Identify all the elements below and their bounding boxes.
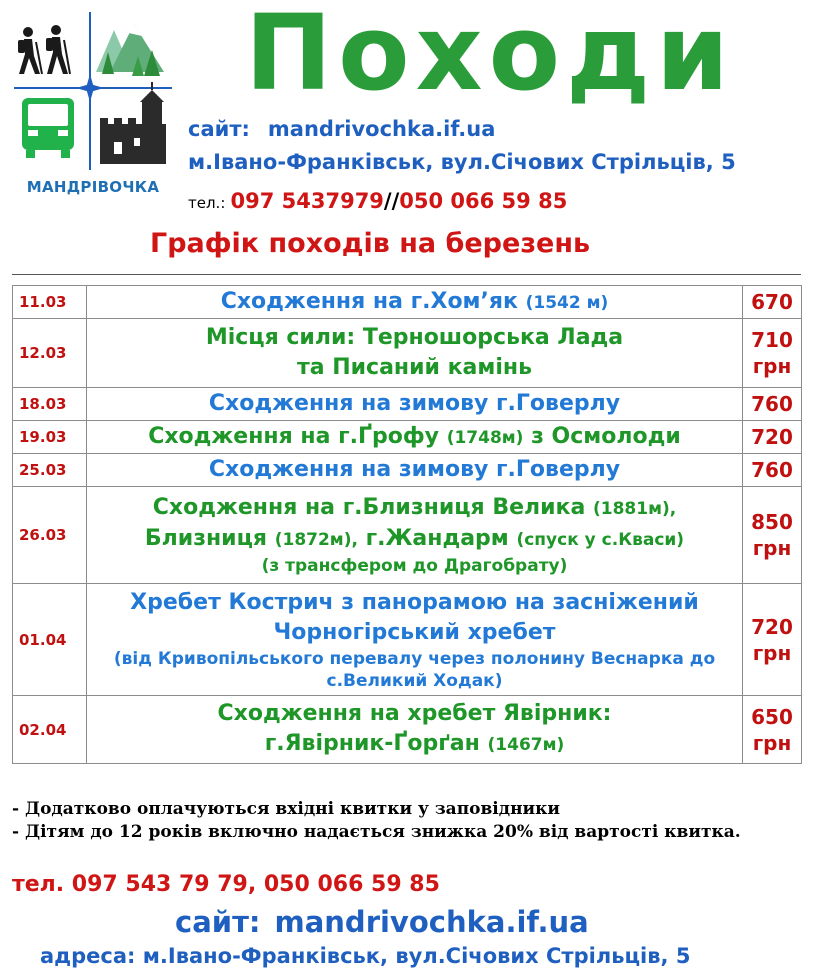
row-date: 25.03 — [13, 454, 87, 487]
hikers-icon — [18, 25, 70, 74]
row-price — [743, 696, 802, 764]
logo-emblem — [14, 12, 172, 177]
row-date: 26.03 — [13, 487, 87, 584]
row-descent-note: (спуск у с.Кваси) — [516, 530, 685, 550]
table-row — [13, 388, 802, 421]
row-description — [87, 286, 743, 319]
row-note-2: с.Великий Ходак) — [326, 670, 503, 691]
row-title-tail: з Осмолоди — [531, 423, 681, 449]
logo-text: МАНДРІВОЧКА — [26, 178, 160, 196]
price-value: 710 — [751, 328, 793, 352]
row-description — [87, 319, 743, 388]
mandrivochka-logo — [14, 12, 172, 196]
table-row — [13, 286, 802, 319]
row-description — [87, 388, 743, 421]
footer-phones[interactable]: тел. 097 543 79 79, 050 066 59 85 — [12, 872, 440, 897]
row-description — [87, 696, 743, 764]
phone-1[interactable]: 097 5437979 — [230, 189, 384, 213]
row-title: Сходження на хребет Явірник: — [217, 701, 612, 726]
table-row — [13, 487, 802, 584]
site-label: сайт: — [188, 117, 250, 141]
row-note: (з трансфером до Драгобрату) — [261, 556, 568, 576]
row-title: Сходження на г.Ґрофу — [148, 423, 440, 449]
bus-icon — [22, 98, 74, 158]
row-title-line2: Чорногірський хребет — [273, 619, 556, 645]
note-children-discount: - Дітям до 12 років включно надається знижка 20% від вартості квитка. — [12, 822, 741, 842]
table-row — [13, 454, 802, 487]
row-date: 01.04 — [13, 584, 87, 696]
row-note: (від Кривопільського перевалу через полонину Веснарка до — [113, 648, 716, 669]
price-currency: грн — [752, 536, 792, 560]
row-altitude: (1467м) — [487, 735, 565, 755]
row-title: Сходження на г.Хом’як — [220, 288, 518, 314]
price-currency: грн — [752, 730, 792, 755]
row-price — [743, 487, 802, 584]
footer-site-label: сайт: — [175, 905, 261, 939]
row-date: 02.04 — [13, 696, 87, 764]
table-row — [13, 319, 802, 388]
footer-site — [175, 905, 589, 939]
phone-separator: // — [383, 189, 400, 213]
divider — [12, 274, 801, 275]
mountains-icon — [96, 24, 164, 76]
price-currency: грн — [752, 640, 792, 665]
row-price — [743, 319, 802, 388]
footer-address: адреса: м.Івано-Франківськ, вул.Січових Стрільців, 5 — [40, 944, 691, 968]
address: м.Івано-Франківськ, вул.Січових Стрільців, 5 — [188, 150, 736, 174]
table-row — [13, 696, 802, 764]
row-title-line2: та Писаний камінь — [296, 355, 533, 380]
row-title: Сходження на г.Близниця Велика — [152, 495, 586, 520]
row-price: 760 — [743, 454, 802, 487]
price-value: 650 — [751, 704, 793, 729]
row-date: 12.03 — [13, 319, 87, 388]
note-tickets: - Додатково оплачуються вхідні квитки у заповідники — [12, 799, 561, 819]
price-currency: грн — [752, 354, 792, 378]
site-link[interactable]: mandrivochka.if.ua — [267, 117, 496, 141]
phone-2[interactable]: 050 066 59 85 — [399, 189, 568, 213]
row-title: Сходження на зимову г.Говерлу — [208, 457, 621, 482]
row-price: 760 — [743, 388, 802, 421]
row-description — [87, 454, 743, 487]
schedule-title: Графік походів на березень — [150, 228, 591, 259]
row-description — [87, 584, 743, 696]
schedule-table — [12, 285, 802, 764]
site-line — [188, 117, 495, 141]
row-description — [87, 487, 743, 584]
row-title-line2: г.Явірник-Ґорґан — [264, 731, 480, 756]
price-value: 850 — [751, 510, 793, 534]
row-altitude: (1881м), — [593, 499, 677, 519]
row-price: 720 — [743, 421, 802, 454]
castle-icon — [100, 82, 166, 164]
row-altitude: (1542 м) — [525, 292, 609, 313]
notes — [12, 798, 792, 844]
row-title: Сходження на зимову г.Говерлу — [208, 391, 621, 416]
row-title: Хребет Кострич з панорамою на засніжений — [130, 589, 699, 615]
table-row — [13, 421, 802, 454]
row-date: 18.03 — [13, 388, 87, 421]
row-altitude: (1748м) — [446, 427, 524, 448]
phone-line — [188, 189, 567, 213]
row-title-line2: Близниця — [144, 526, 268, 551]
row-title: Місця сили: Терношорська Лада — [205, 325, 624, 350]
phone-label: тел.: — [188, 194, 226, 212]
row-price — [743, 584, 802, 696]
row-price: 670 — [743, 286, 802, 319]
price-value: 720 — [751, 614, 793, 639]
footer-site-link[interactable]: mandrivochka.if.ua — [274, 905, 589, 939]
row-description — [87, 421, 743, 454]
row-altitude-2: (1872м), — [274, 530, 358, 550]
row-date: 19.03 — [13, 421, 87, 454]
table-row — [13, 584, 802, 696]
row-date: 11.03 — [13, 286, 87, 319]
row-title-mid: г.Жандарм — [365, 526, 509, 551]
page-title: Походи — [245, 0, 735, 114]
